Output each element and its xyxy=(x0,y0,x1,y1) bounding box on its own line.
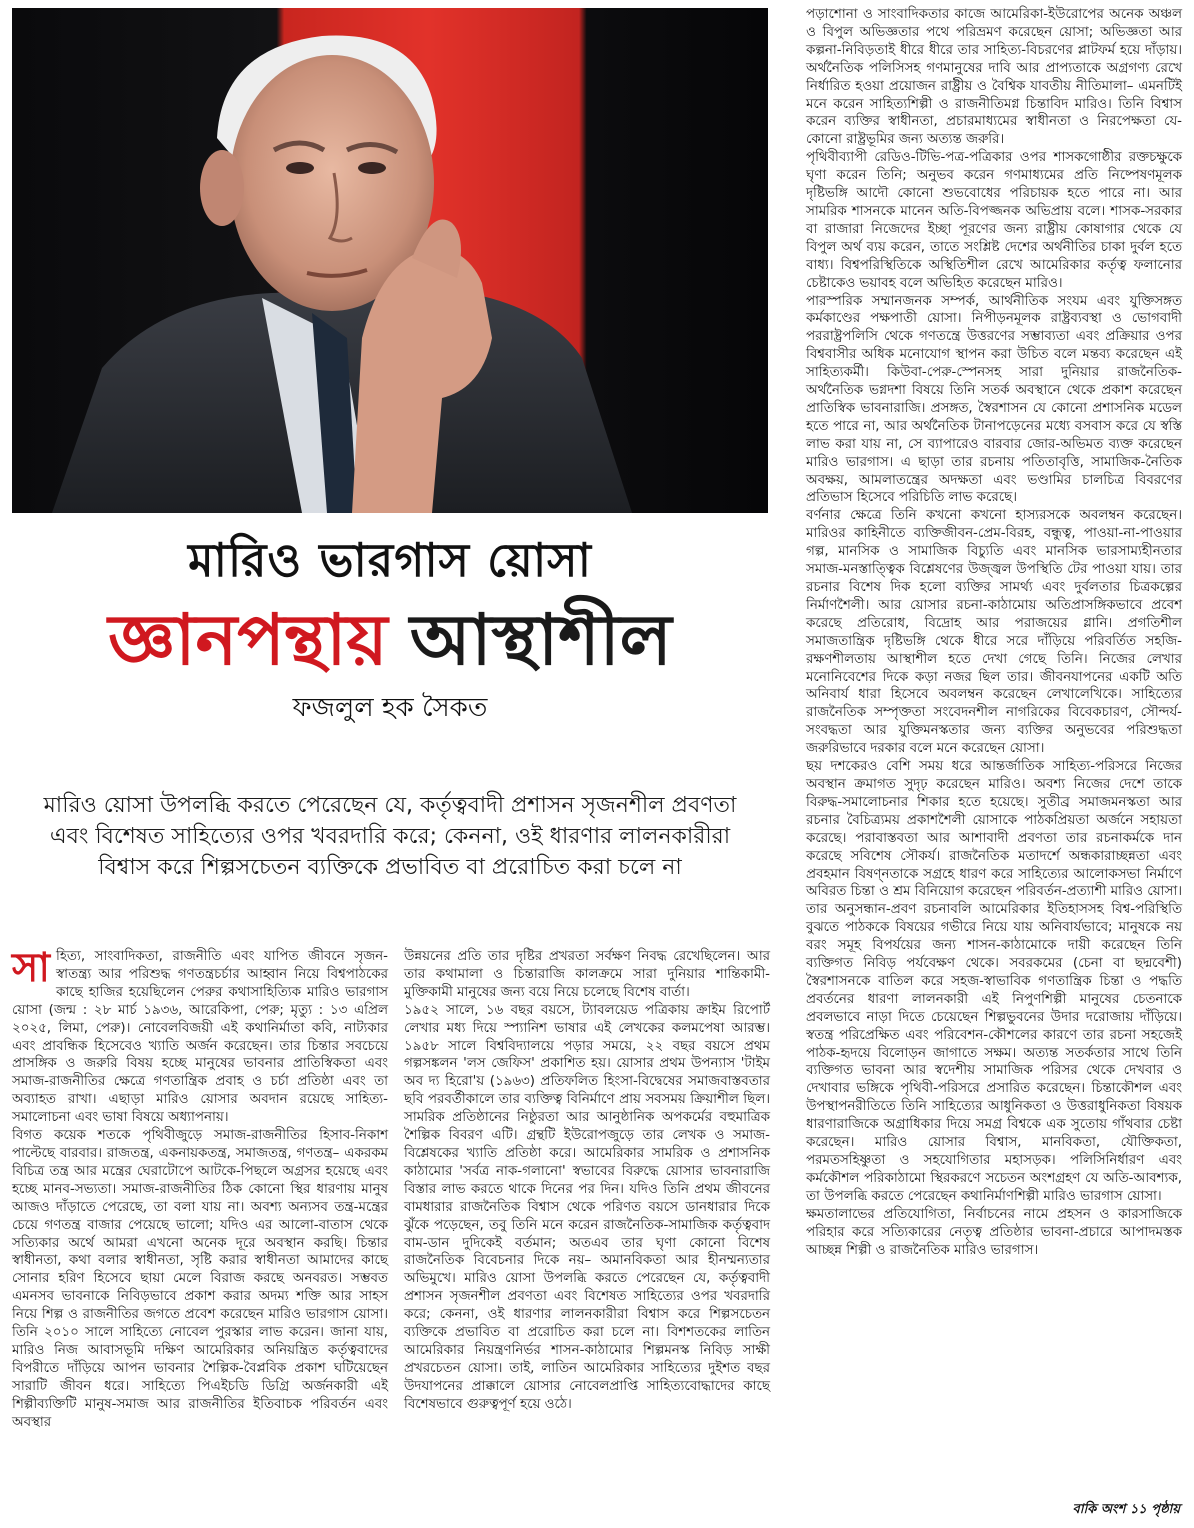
paragraph: উন্নয়নের প্রতি তার দৃষ্টির প্রখরতা সর্বক্ষণ নিবদ্ধ রেখেছিলেন। আর তার কথামালা ও চিন্তারাজি কালক্রমে সারা দুনিয়ার শান্তিকামী-মুক্তিকামী মানুষের জন্য বয়ে নিয়ে চলেছে বিশেষ বার্তা। xyxy=(404,949,770,1000)
headline-block xyxy=(12,530,768,728)
article-column-1 xyxy=(12,945,388,1431)
paragraph: পারস্পরিক সম্মানজনক সম্পর্ক, আর্থনীতিক সংযম এবং যুক্তিসঙ্গত কর্মকাণ্ডের পক্ষপাতী য়োসা। নিপীড়নমূলক রাষ্ট্রব্যবস্থা ও ভোগবাদী পররাষ্ট্রপলিসি থেকে গণতন্ত্রে উত্তরণের সম্ভাব্যতা এবং প্রক্রিয়ার ওপর বিশ্ববাসীর অধিক মনোযোগ স্থাপন করা উচিত বলে মন্তব্য করেছেন এই সাহিত্যকর্মী। কিউবা-পেরু-স্পেনসহ সারা দুনিয়ার রাজনৈতিক-অর্থনৈতিক ভগ্নদশা বিষয়ে তিনি সতর্ক অবস্থানে থেকে প্রকাশ করেছেন প্রাতিস্বিক ভাবনারাজি। প্রসঙ্গত, স্বৈরশাসন যে কোনো প্রশাসনিক মডেল হতে পারে না, আর অর্থনৈতিক টানাপড়েনের মধ্যে বসবাস করে যে স্বস্তি লাভ করা যায় না, সে ব্যাপারেও বারবার জোর-অভিমত ব্যক্ত করেছেন মারিও ভারগাস। এ ছাড়া তার রচনায় পতিতাবৃত্তি, সামাজিক-নৈতিক অবক্ষয়, আমলাতন্ত্রের অদক্ষতা এবং ভণ্ডামির চালচিত্র বিবরণের প্রতিভাস হিসেবে পরিচিতি লাভ করেছে। xyxy=(806,293,1182,506)
paragraph: হিত্য, সাংবাদিকতা, রাজনীতি এবং যাপিত জীবনে সৃজন-স্বাতন্ত্র্য আর পরিশুদ্ধ গণতন্ত্রচর্চার আহ্বান নিয়ে বিশ্বপাঠকের কাছে হাজির হয়েছিলেন পেরুর কথাসাহিত্যিক মারিও ভারগাস য়োসা (জন্ম : ২৮ মার্চ ১৯৩৬, আরেকিপা, পেরু; মৃত্যু : ১৩ এপ্রিল ২০২৫, লিমা, পেরু)। নোবেলবিজয়ী এই কথানির্মাতা কবি, নাট্যকার এবং প্রাবন্ধিক হিসেবেও খ্যাতি অর্জন করেছেন। তার চিন্তার সবচেয়ে প্রাসঙ্গিক ও জরুরি বিষয় হচ্ছে মানুষের ভাবনার প্রাতিস্বিকতা এবং সমাজ-রাজনীতির ক্ষেত্রে গণতান্ত্রিক প্রবাহ ও চর্চা প্রতিষ্ঠা এবং তা অব্যাহত রাখা। এছাড়া মারিও য়োসার অবদান রয়েছে সাহিত্য-সমালোচনা এবং ভাষা বিষয়ে অধ্যাপনায়। xyxy=(12,949,388,1126)
paragraph: বিগত কয়েক শতকে পৃথিবীজুড়ে সমাজ-রাজনীতির হিসাব-নিকাশ পাল্টেছে বারবার। রাজতন্ত্র, একনায়কতন্ত্র, সমাজতন্ত্র, গণতন্ত্র– একরকম বিচিত্র তন্ত্র আর মন্ত্রের ঘেরাটোপে আটকে-পিছলে অগ্রসর হয়েছে এবং হচ্ছে মানব-সভ্যতা। সমাজ-রাজনীতির ঠিক কোনো স্থির ধারণায় মানুষ আজও দাঁড়াতে পেরেছে, তা বলা যায় না। অবশ্য অন্যসব তন্ত্র-মন্ত্রের চেয়ে গণতন্ত্র বাজার পেয়েছে ভালো; যদিও এর আলো-বাতাস থেকে সত্যিকার অর্থে আমরা এখনো অনেক দূরে অবস্থান করছি। চিন্তার স্বাধীনতা, কথা বলার স্বাধীনতা, সৃষ্টি করার স্বাধীনতা আমাদের কাছে সোনার হরিণ হিসেবে ছায়া মেলে বিরাজ করছে অনবরত। সম্ভবত এমনসব ভাবনাকে নিবিড়ভাবে প্রকাশ করার অদম্য শক্তি আর সাহস নিয়ে শিল্প ও রাজনীতির জগতে প্রবেশ করেছেন মারিও ভারগাস য়োসা। তিনি ২০১০ সালে সাহিত্যে নোবেল পুরস্কার লাভ করেন। জানা যায়, মারিও নিজ আবাসভূমি দক্ষিণ আমেরিকার অনিয়ন্ত্রিত কর্তৃত্ববাদের বিপরীতে দাঁড়িয়ে আপন ভাবনার শৈল্পিক-বৈপ্লবিক প্রকাশ ঘটিয়েছেন সারাটি জীবন ধরে। সাহিত্যে পিএইচডি ডিগ্রি অর্জনকারী এই শিল্পীব্যক্তিটি মানুষ-সমাজ আর রাজনীতির ইতিবাচক পরিবর্তন এবং অবস্থার xyxy=(12,1128,388,1430)
article-title xyxy=(12,594,768,686)
kicker: মারিও ভারগাস য়োসা xyxy=(188,533,592,587)
portrait-illustration xyxy=(12,8,768,513)
drop-cap: সা xyxy=(12,945,51,991)
title-red: জ্ঞানপন্থায় xyxy=(108,599,388,681)
paragraph: বর্ণনার ক্ষেত্রে তিনি কখনো কখনো হাস্যরসকে অবলম্বন করেছেন। মারিওর কাহিনীতে ব্যক্তিজীবন-প্রেম-বিরহ, বন্ধুত্ব, পাওয়া-না-পাওয়ার গল্প, মানসিক ও সামাজিক বিচ্যুতি এবং মানসিক ভারসাম্যহীনতার সমাজ-মনস্তাত্ত্বিক বিশ্লেষণের উজ্জ্বল উপস্থিতি টের পাওয়া যায়। তার রচনার বিশেষ দিক হলো ব্যক্তির সামর্থ্য এবং দুর্বলতার চিত্রকল্পের নির্মাণশৈলী। আর য়োসার রচনা-কাঠামোয় অতিপ্রাসঙ্গিকভাবে প্রবেশ করেছে প্রতিরোধ, বিদ্রোহ আর পরাজয়ের গ্লানি। প্রগতিশীল সমাজতান্ত্রিক দৃষ্টিভঙ্গি থেকে ধীরে সরে দাঁড়িয়ে পরিবর্তিত সহজি-রক্ষণশীলতায় আস্থাশীল হতে দেখা গেছে তিনি। নিজের লেখার মনোনিবেশের দিকে কড়া নজর ছিল তার। জীবনযাপনের একটি অতি অনিবার্য ধারা হিসেবে অবলম্বন করেছেন লেখালেখিকে। সাহিত্যের রাজনৈতিক সম্পৃক্ততা সংবেদনশীল নাগরিকের বিবেকচারণ, সৌন্দর্য-সংবদ্ধতা আর যুক্তিমনস্কতার জন্য ব্যক্তির অনুভবের পরিশুদ্ধতা জরুরিভাবে দরকার বলে মনে করেছেন য়োসা। xyxy=(806,508,1182,757)
paragraph: ক্ষমতালাভের প্রতিযোগিতা, নির্বাচনের নামে প্রহসন ও কারসাজিকে পরিহার করে সত্যিকারের নেতৃত্ব প্রতিষ্ঠার ভাবনা-প্রচারে আপাদমস্তক আচ্ছন্ন শিল্পী ও রাজনৈতিক মারিও ভারগাস। xyxy=(806,1206,1182,1258)
title-black: আস্থাশীল xyxy=(409,599,672,681)
paragraph: পড়াশোনা ও সাংবাদিকতার কাজে আমেরিকা-ইউরোপের অনেক অঞ্চল ও বিপুল অভিজ্ঞতার পথে পরিভ্রমণ করেছেন য়োসা; অভিজ্ঞতা আর কল্পনা-নিবিড়তাই ধীরে ধীরে তার সাহিত্য-বিচরণের প্লাটফর্ম হয়ে দাঁড়ায়। অর্থনৈতিক পলিসিসহ গণমানুষের দাবি আর প্রাপ্যতাকে অগ্রগণ্য রেখে নির্ধারিত হওয়া প্রয়োজন রাষ্ট্রীয় ও বৈশ্বিক যাবতীয় নীতিমালা– এমনটিই মনে করেন সাহিত্যশিল্পী ও রাজনীতিমগ্ন চিন্তাবিদ মারিও। তিনি বিশ্বাস করেন ব্যক্তির স্বাধীনতা, প্রচারমাধ্যমের স্বাধীনতা ও নিরপেক্ষতা যে-কোনো রাষ্ট্রভূমির জন্য অত্যন্ত জরুরি। xyxy=(806,7,1182,148)
paragraph: পৃথিবীব্যাপী রেডিও-টিভি-পত্র-পত্রিকার ওপর শাসকগোষ্ঠীর রক্তচক্ষুকে ঘৃণা করেন তিনি; অনুভব করেন গণমাধ্যমের প্রতি নিষ্পেষণমূলক দৃষ্টিভঙ্গি আদৌ কোনো শুভবোধের পরিচায়ক হতে পারে না। আর সামরিক শাসনকে মানেন অতি-বিপজ্জনক অভিপ্রায় বলে। শাসক-সরকার বা রাজারা নিজেদের ইচ্ছা পূরণের জন্য রাষ্ট্রীয় কোষাগার থেকে যে বিপুল অর্থ ব্যয় করেন, তাতে সংশ্লিষ্ট দেশের অর্থনীতির চাকা দুর্বল হতে বাধ্য। বিশ্বপরিস্থিতিকে অস্থিতিশীল রেখে আমেরিকার কর্তৃত্ব ফলানোর চেষ্টাকেও ভয়াবহ বলে অভিহিত করেছেন মারিও। xyxy=(806,150,1182,291)
standfirst: মারিও য়োসা উপলব্ধি করতে পেরেছেন যে, কর্তৃত্ববাদী প্রশাসন সৃজনশীল প্রবণতা এবং বিশেষত সাহিত্যের ওপর খবরদারি করে; কেননা, ওই ধারণার লালনকারীরা বিশ্বাস করে শিল্পসচেতন ব্যক্তিকে প্রভাবিত বা প্ররোচিত করা চলে না xyxy=(43,793,737,880)
author-byline: ফজলুল হক সৈকত xyxy=(292,693,488,723)
paragraph: ছয় দশকেরও বেশি সময় ধরে আন্তর্জাতিক সাহিত্য-পরিসরে নিজের অবস্থান ক্রমাগত সুদৃঢ় করেছেন মারিও। অবশ্য নিজের দেশে তাকে বিরুদ্ধ-সমালোচনার শিকার হতে হয়েছে। সুতীব্র সমাজমনস্কতা আর রচনার বৈচিত্র্যময় প্রকাশশৈলী য়োসাকে পাঠকপ্রিয়তা অর্জনে সহায়তা করেছে। পরাবাস্তবতা আর আশাবাদী প্রবণতা তার রচনাকর্মকে দান করেছে সবিশেষ সৌকর্য। রাজনৈতিক মতাদর্শে অন্ধকারাচ্ছন্নতা এবং প্রবহমান বিষণ্নতাকে সগ্রহে ধারণ করে সাহিত্যের আলোকসভা নির্মাণে অবিরত চিন্তা ও শ্রম বিনিয়োগ করেছেন পরিবর্তন-প্রত্যাশী মারিও য়োসা। তার অনুসন্ধান-প্রবণ রচনাবলি আমেরিকার ইতিহাসসহ বিশ্ব-পরিস্থিতি বুঝতে পাঠককে বিষয়ের গভীরে নিয়ে যায় অনিবার্যভাবে; মানুষকে নয় বরং সমূহ বিপর্যয়ের জন্য শাসন-কাঠামোকে দায়ী করেছেন তিনি ব্যক্তিগত নিবিড় পর্যবেক্ষণ থেকে। সবরকমের (চেনা বা ছদ্মবেশী) স্বৈরশাসনকে বাতিল করে সহজ-স্বাভাবিক গণতান্ত্রিক চিন্তা ও পদ্ধতি প্রবর্তনের ধারণা লালনকারী এই নিপুণশিল্পী মানুষের চেতনাকে প্রবলভাবে নাড়া দিতে চেয়েছেন শিল্পভুবনের উদার দরোজায় দাঁড়িয়ে। স্বতন্ত্র পরিপ্রেক্ষিত এবং পরিবেশন-কৌশলের কারণে তার রচনা সহজেই পাঠক-হৃদয়ে বিলোড়ন জাগাতে সক্ষম। অত্যন্ত সতর্কতার সাথে তিনি ব্যক্তিগত ভাবনা আর স্বদেশীয় সামাজিক পরিসর থেকে দেখবার ও দেখাবার ভঙ্গিকে পৃথিবী-পরিসরে প্রসারিত করেছেন। চিন্তাকৌশল এবং উপস্থাপনরীতিতে তিনি সাহিত্যের আধুনিকতা ও উত্তরাধুনিকতা বিষয়ক ধারণারাজিকে অগ্রাধিকার দিয়ে সমগ্র বিশ্বকে এক সুতোয় গাঁথবার চেষ্টা করেছেন। মারিও য়োসার বিশ্বাস, মানবিকতা, যৌক্তিকতা, পরমতসহিষ্ণুতা ও সহযোগিতার মহাসড়ক। পলিসিনির্ধারণ এবং কর্মকৌশল পরিকাঠামো স্থিরকরণে সচেতন অংশগ্রহণ যে অতি-আবশ্যক, তা উপলব্ধি করতে পেরেছেন কথানির্মাণশিল্পী মারিও ভারগাস য়োসা। xyxy=(806,759,1182,1204)
article-column-2 xyxy=(404,948,770,1414)
article-column-3 xyxy=(806,6,1182,1259)
paragraph: ১৯৫২ সালে, ১৬ বছর বয়সে, ট্যাবলয়েড পত্রিকায় ক্রাইম রিপোর্ট লেখার মধ্য দিয়ে স্প্যানিশ ভাষার এই লেখকের কলমপেষা আরম্ভ। ১৯৫৮ সালে বিশ্ববিদ্যালয়ে পড়ার সময়ে, ২২ বছর বয়সে প্রথম গল্পসঙ্কলন 'লস জেফিস' প্রকাশিত হয়। য়োসার প্রথম উপন্যাস 'টাইম অব দ্য হিরো'য় (১৯৬৩) প্রতিফলিত হিংসা-বিদ্বেষের সমাজবাস্তবতার ছবি পরবর্তীকালে তার ব্যক্তিত্ব বিনির্মাণে প্রায় সবসময় ক্রিয়াশীল ছিল। সামরিক প্রতিষ্ঠানের নিষ্ঠুরতা আর আনুষ্ঠানিক অপকর্মের বহুমাত্রিক শৈল্পিক বিবরণ এটি। গ্রন্থটি ইউরোপজুড়ে তার লেখক ও সমাজ-বিশ্লেষকের খ্যাতি প্রতিষ্ঠা করে। আমেরিকার সামরিক ও প্রশাসনিক কাঠামোর 'সর্বত্র নাক-গলানো' স্বভাবের বিরুদ্ধে য়োসার ভাবনারাজি বিস্তার লাভ করতে থাকে দিনের পর দিন। যদিও তিনি প্রথম জীবনের বামধারার রাজনৈতিক বিশ্বাস থেকে পরিণত বয়সে ডানধারার দিকে ঝুঁকে পড়েছেন, তবু তিনি মনে করেন রাজনৈতিক-সামাজিক কর্তৃত্ববাদ বাম-ডান দুদিকেই বর্তমান; অতএব তার ঘৃণা কোনো বিশেষ রাজনৈতিক বিবেচনার দিকে নয়– অমানবিকতা আর হীনম্মন্যতার অভিমুখে। মারিও য়োসা উপলব্ধি করতে পেরেছেন যে, কর্তৃত্ববাদী প্রশাসন সৃজনশীল প্রবণতা এবং বিশেষত সাহিত্যের ওপর খবরদারি করে; কেননা, ওই ধারণার লালনকারীরা বিশ্বাস করে শিল্পসচেতন ব্যক্তিকে প্রভাবিত বা প্ররোচিত করা চলে না। বিশশতকের লাতিন আমেরিকার নিয়ন্ত্রণনির্ভর শাসন-কাঠামোর শিল্পমনস্ক নিবিড় সাক্ষী প্রখরচেতন য়োসা। তাই, লাতিন আমেরিকার সাহিত্যের দুইশত বছর উদযাপনের প্রাক্কালে য়োসার নোবেলপ্রাপ্তি সাহিত্যবোদ্ধাদের কাছে বিশেষভাবে গুরুত্বপূর্ণ হয়ে ওঠে। xyxy=(404,1002,770,1412)
portrait-photo xyxy=(12,8,768,513)
continuation-note: বাকি অংশ ১১ পৃষ্ঠায় xyxy=(1072,1502,1180,1517)
